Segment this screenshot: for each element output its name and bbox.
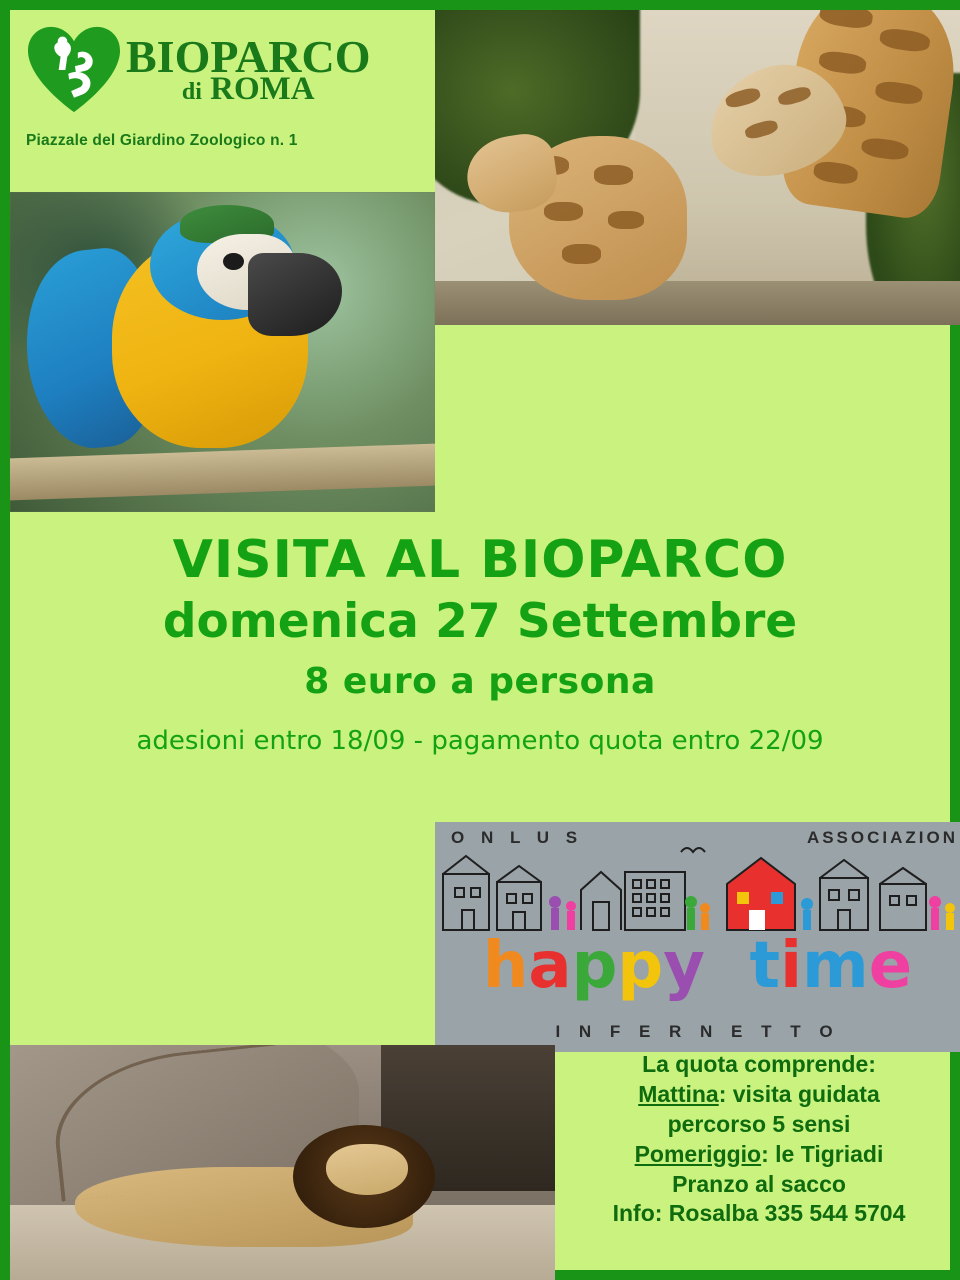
banner-letter-2: p (571, 929, 618, 1003)
banner-word (435, 929, 960, 1003)
info-afternoon (558, 1140, 960, 1170)
logo-title: BIOPARCO (126, 30, 371, 82)
banner-onlus-label: O N L U S (451, 828, 584, 847)
banner-letter-3: p (617, 929, 664, 1003)
logo-subtitle-main: ROMA (210, 70, 315, 107)
logo-address: Piazzale del Giardino Zoologico n. 1 (26, 132, 298, 149)
info-lunch: Pranzo al sacco (672, 1170, 846, 1197)
lion-face (326, 1144, 408, 1196)
logo-block (10, 10, 415, 190)
info-afternoon-text: : le Tigriadi (761, 1140, 884, 1167)
poster-title: VISITA AL BIOPARCO (172, 530, 788, 590)
lion-photo (10, 1045, 555, 1280)
info-contact: Info: Rosalba 335 544 5704 (612, 1200, 906, 1227)
macaw-photo (10, 192, 435, 512)
banner-letter-6: t (749, 929, 781, 1003)
logo-text (126, 30, 371, 107)
logo-subtitle-small: di (181, 78, 202, 105)
banner-letter-7: i (780, 929, 803, 1003)
poster-deadline: adesioni entro 18/09 - pagamento quota entro 22/09 (136, 726, 824, 756)
title-block (10, 530, 950, 756)
info-afternoon-label: Pomeriggio (634, 1140, 762, 1167)
heart-with-animals-icon (26, 24, 122, 116)
poster-price: 8 euro a persona (304, 661, 656, 702)
giraffe-ground (435, 281, 960, 325)
banner-letter-8: m (802, 929, 869, 1003)
info-heading: La quota comprende: (642, 1051, 876, 1077)
info-morning-text: : visita guidata (718, 1080, 880, 1107)
poster-date: domenica 27 Settembre (162, 594, 798, 649)
banner-association-label: ASSOCIAZION (806, 828, 958, 847)
banner-letter-0: h (482, 929, 529, 1003)
logo-row (26, 24, 405, 116)
happy-time-banner (435, 822, 960, 1052)
banner-letter-1: a (528, 929, 572, 1003)
banner-location: I N F E R N E T T O (555, 1022, 840, 1041)
banner-letter-4: y (663, 929, 705, 1003)
info-block (558, 1050, 960, 1229)
macaw-eye (223, 253, 244, 271)
info-morning-label: Mattina (638, 1080, 719, 1107)
banner-letter-9: e (868, 929, 913, 1003)
giraffe-photo (435, 10, 960, 325)
town-illustration-icon (435, 844, 960, 936)
info-path: percorso 5 sensi (667, 1110, 851, 1137)
info-morning (558, 1080, 960, 1110)
